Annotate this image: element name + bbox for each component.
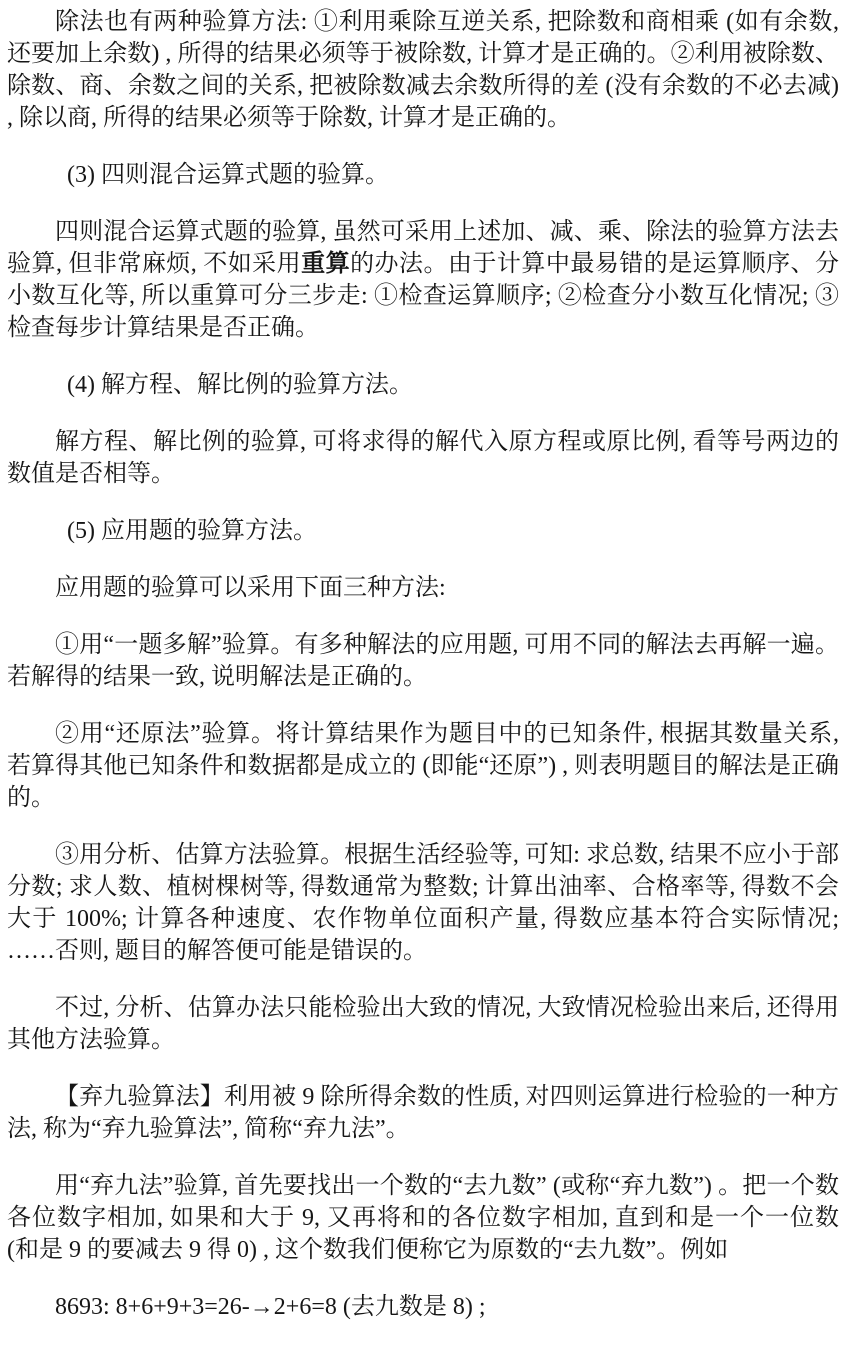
paragraph: [7, 1081, 839, 1145]
paragraph: [7, 572, 839, 604]
paragraph: [7, 216, 839, 344]
text-run: 用“弃九法”验算, 首先要找出一个数的“去九数” (或称“弃九数”) 。把一个数各位数字相加, 如果和大于 9, 又再将和的各位数字相加, 直到和是一个一位数 (和是 9 的要减去 9 得 0) , 这个数我们便称它为原数的“去九数”。例如: [7, 1173, 839, 1263]
paragraph: [7, 839, 839, 967]
text-run: 应用题的验算可以采用下面三种方法:: [55, 575, 446, 601]
text-run: ①用“一题多解”验算。有多种解法的应用题, 可用不同的解法去再解一遍。若解得的结果一致, 说明解法是正确的。: [7, 632, 839, 690]
paragraph: [7, 629, 839, 693]
section-heading: [7, 159, 839, 191]
text-run: ③用分析、估算方法验算。根据生活经验等, 可知: 求总数, 结果不应小于部分数; 求人数、植树棵树等, 得数通常为整数; 计算出油率、合格率等, 得数不会大于 100%; 计算各种速度、农作物单位面积产量, 得数应基本符合实际情况; ……否则, 题目的解答便可能是错误的。: [7, 842, 839, 964]
text-run: 不过, 分析、估算办法只能检验出大致的情况, 大致情况检验出来后, 还得用其他方法验算。: [7, 995, 839, 1053]
text-run: 解方程、解比例的验算, 可将求得的解代入原方程或原比例, 看等号两边的数值是否相等。: [7, 429, 839, 487]
paragraph: [7, 1170, 839, 1266]
text-run: (5) 应用题的验算方法。: [67, 518, 317, 544]
paragraph: [7, 718, 839, 814]
bold-term: 重算: [301, 251, 351, 277]
document-body: [7, 6, 839, 1323]
paragraph: [7, 426, 839, 490]
section-heading: [7, 369, 839, 401]
text-run: ②用“还原法”验算。将计算结果作为题目中的已知条件, 根据其数量关系, 若算得其他已知条件和数据都是成立的 (即能“还原”) , 则表明题目的解法是正确的。: [7, 721, 839, 811]
paragraph: [7, 6, 839, 134]
text-run: 的办法。由于计算中最易错的是运算顺序、分小数互化等, 所以重算可分三步走: ①检查运算顺序; ②检查分小数互化情况; ③检查每步计算结果是否正确。: [7, 251, 840, 341]
paragraph: [7, 992, 839, 1056]
text-run: (4) 解方程、解比例的验算方法。: [67, 372, 413, 398]
section-heading: [7, 515, 839, 547]
text-run: 8693: 8+6+9+3=26-→2+6=8 (去九数是 8) ;: [55, 1294, 486, 1320]
text-run: 除法也有两种验算方法: ①利用乘除互逆关系, 把除数和商相乘 (如有余数, 还要加上余数) , 所得的结果必须等于被除数, 计算才是正确的。②利用被除数、除数、商、余数之间的关系, 把被除数减去余数所得的差 (没有余数的不必去减) , 除以商, 所得的结果必须等于除数, 计算才是正确的。: [7, 9, 839, 131]
text-run: (3) 四则混合运算式题的验算。: [67, 162, 389, 188]
formula-line: [7, 1291, 839, 1323]
text-run: 【弃九验算法】利用被 9 除所得余数的性质, 对四则运算进行检验的一种方法, 称为“弃九验算法”, 简称“弃九法”。: [7, 1084, 839, 1142]
text-run: 四则混合运算式题的验算, 虽然可采用上述加、减、乘、除法的验算方法去验算, 但非常麻烦, 不如采用: [7, 219, 839, 277]
